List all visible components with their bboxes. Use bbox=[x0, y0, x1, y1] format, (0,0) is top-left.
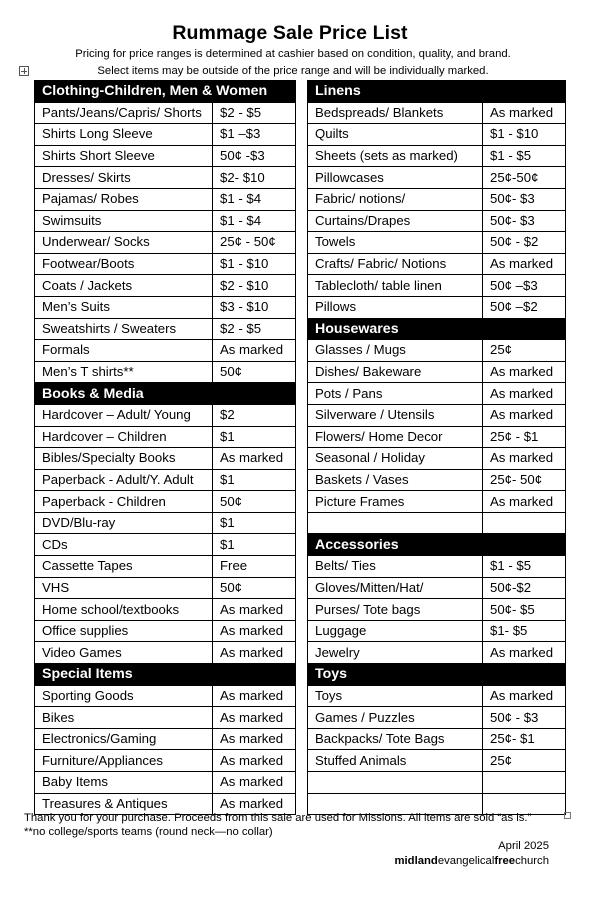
item-cell: Baskets / Vases bbox=[308, 469, 483, 491]
price-cell: 50¢- $3 bbox=[483, 210, 566, 232]
item-cell: Paperback - Children bbox=[35, 491, 213, 513]
item-cell: Tablecloth/ table linen bbox=[308, 275, 483, 297]
item-cell: Coats / Jackets bbox=[35, 275, 213, 297]
table-row bbox=[308, 404, 566, 426]
section-header-toys bbox=[308, 664, 566, 686]
price-cell: $2- $10 bbox=[213, 167, 296, 189]
item-cell: Formals bbox=[35, 340, 213, 362]
item-cell: VHS bbox=[35, 577, 213, 599]
table-row bbox=[308, 728, 566, 750]
item-cell: CDs bbox=[35, 534, 213, 556]
price-cell: $1 –$3 bbox=[213, 124, 296, 146]
price-cell: $1 - $5 bbox=[483, 145, 566, 167]
table-row bbox=[35, 685, 296, 707]
item-cell: Flowers/ Home Decor bbox=[308, 426, 483, 448]
section-header-books-and-media bbox=[35, 383, 296, 405]
table-row bbox=[35, 707, 296, 729]
table-row bbox=[308, 232, 566, 254]
item-cell: Glasses / Mugs bbox=[308, 340, 483, 362]
item-cell: Dishes/ Bakeware bbox=[308, 361, 483, 383]
price-cell: As marked bbox=[483, 685, 566, 707]
item-cell: Electronics/Gaming bbox=[35, 728, 213, 750]
section-heading: Toys bbox=[308, 664, 566, 686]
price-cell: As marked bbox=[483, 361, 566, 383]
table-row bbox=[308, 188, 566, 210]
table-row bbox=[308, 469, 566, 491]
section-heading: Books & Media bbox=[35, 383, 296, 405]
item-cell: Bibles/Specialty Books bbox=[35, 448, 213, 470]
price-cell: As marked bbox=[213, 599, 296, 621]
table-row bbox=[35, 577, 296, 599]
item-cell: Fabric/ notions/ bbox=[308, 188, 483, 210]
item-cell: Games / Puzzles bbox=[308, 707, 483, 729]
price-cell: 50¢ bbox=[213, 361, 296, 383]
item-cell: Office supplies bbox=[35, 620, 213, 642]
item-cell: Bedspreads/ Blankets bbox=[308, 102, 483, 124]
item-cell: Footwear/Boots bbox=[35, 253, 213, 275]
price-cell: As marked bbox=[213, 620, 296, 642]
table-row bbox=[35, 599, 296, 621]
price-cell: $1 - $5 bbox=[483, 556, 566, 578]
table-row bbox=[35, 167, 296, 189]
price-cell: 25¢- 50¢ bbox=[483, 469, 566, 491]
price-cell: $1 bbox=[213, 512, 296, 534]
table-row bbox=[35, 772, 296, 794]
item-cell: Luggage bbox=[308, 620, 483, 642]
table-row bbox=[35, 556, 296, 578]
item-cell: Sheets (sets as marked) bbox=[308, 145, 483, 167]
item-cell: Gloves/Mitten/Hat/ bbox=[308, 577, 483, 599]
table-row bbox=[308, 383, 566, 405]
price-cell: As marked bbox=[213, 340, 296, 362]
price-cell: $1 bbox=[213, 469, 296, 491]
item-cell: Purses/ Tote bags bbox=[308, 599, 483, 621]
table-row bbox=[35, 296, 296, 318]
table-row bbox=[35, 404, 296, 426]
section-header-clothing-children-men-and-women bbox=[35, 81, 296, 103]
price-cell: 50¢- $3 bbox=[483, 188, 566, 210]
brand-part-2: evangelical bbox=[437, 855, 495, 867]
item-cell bbox=[308, 772, 483, 794]
section-header-special-items bbox=[35, 664, 296, 686]
section-heading: Linens bbox=[308, 81, 566, 103]
table-row bbox=[308, 599, 566, 621]
price-cell: $2 - $10 bbox=[213, 275, 296, 297]
price-cell: 50¢ -$3 bbox=[213, 145, 296, 167]
tshirt-footnote: **no college/sports teams (round neck—no collar) bbox=[24, 826, 273, 838]
price-cell: $1 - $10 bbox=[483, 124, 566, 146]
price-cell: As marked bbox=[483, 383, 566, 405]
item-cell: DVD/Blu-ray bbox=[35, 512, 213, 534]
item-cell: Home school/textbooks bbox=[35, 599, 213, 621]
pricing-note: Pricing for price ranges is determined at cashier based on condition, quality, and brand. bbox=[75, 48, 511, 60]
price-cell: $2 - $5 bbox=[213, 102, 296, 124]
price-cell: 50¢ –$2 bbox=[483, 296, 566, 318]
table-row bbox=[308, 491, 566, 513]
item-cell: Treasures & Antiques bbox=[35, 793, 213, 815]
section-header-linens bbox=[308, 81, 566, 103]
table-row bbox=[35, 102, 296, 124]
item-cell: Belts/ Ties bbox=[308, 556, 483, 578]
price-cell: 50¢ bbox=[213, 577, 296, 599]
section-heading: Housewares bbox=[308, 318, 566, 340]
price-cell: As marked bbox=[483, 642, 566, 664]
item-cell: Sporting Goods bbox=[35, 685, 213, 707]
item-cell: Silverware / Utensils bbox=[308, 404, 483, 426]
price-cell: $1 bbox=[213, 426, 296, 448]
item-cell: Seasonal / Holiday bbox=[308, 448, 483, 470]
price-cell: As marked bbox=[483, 448, 566, 470]
price-cell bbox=[483, 512, 566, 534]
table-row bbox=[308, 210, 566, 232]
price-cell: $1 - $4 bbox=[213, 188, 296, 210]
table-row bbox=[308, 642, 566, 664]
price-cell: $1 - $10 bbox=[213, 253, 296, 275]
church-brand bbox=[395, 855, 550, 867]
price-cell: As marked bbox=[213, 728, 296, 750]
price-cell: As marked bbox=[213, 707, 296, 729]
table-row bbox=[308, 707, 566, 729]
paragraph-marker-icon bbox=[564, 812, 571, 819]
item-cell: Men’s Suits bbox=[35, 296, 213, 318]
table-row bbox=[35, 534, 296, 556]
item-cell: Pillowcases bbox=[308, 167, 483, 189]
table-row bbox=[35, 340, 296, 362]
price-cell: As marked bbox=[483, 404, 566, 426]
table-row bbox=[308, 620, 566, 642]
marking-note: Select items may be outside of the price range and will be individually marked. bbox=[97, 65, 489, 77]
item-cell: Shirts Short Sleeve bbox=[35, 145, 213, 167]
table-row bbox=[35, 232, 296, 254]
item-cell: Paperback - Adult/Y. Adult bbox=[35, 469, 213, 491]
page-title: Rummage Sale Price List bbox=[172, 22, 408, 44]
item-cell: Crafts/ Fabric/ Notions bbox=[308, 253, 483, 275]
price-cell: $1 bbox=[213, 534, 296, 556]
price-cell: $2 - $5 bbox=[213, 318, 296, 340]
price-cell: 50¢ bbox=[213, 491, 296, 513]
table-row bbox=[35, 124, 296, 146]
table-row bbox=[308, 512, 566, 534]
table-row bbox=[308, 124, 566, 146]
price-cell: As marked bbox=[213, 685, 296, 707]
item-cell: Backpacks/ Tote Bags bbox=[308, 728, 483, 750]
table-row bbox=[35, 469, 296, 491]
table-row bbox=[308, 556, 566, 578]
price-cell: As marked bbox=[213, 772, 296, 794]
price-cell: $1 - $4 bbox=[213, 210, 296, 232]
table-row bbox=[308, 361, 566, 383]
item-cell: Towels bbox=[308, 232, 483, 254]
price-cell: 50¢ - $2 bbox=[483, 232, 566, 254]
price-cell: As marked bbox=[483, 102, 566, 124]
price-cell: As marked bbox=[483, 491, 566, 513]
table-row bbox=[35, 448, 296, 470]
price-cell: 25¢ - $1 bbox=[483, 426, 566, 448]
price-cell: As marked bbox=[213, 750, 296, 772]
table-row bbox=[308, 102, 566, 124]
table-row bbox=[35, 361, 296, 383]
table-row bbox=[35, 728, 296, 750]
table-row bbox=[308, 577, 566, 599]
table-row bbox=[308, 685, 566, 707]
price-cell: $3 - $10 bbox=[213, 296, 296, 318]
item-cell bbox=[308, 512, 483, 534]
item-cell: Furniture/Appliances bbox=[35, 750, 213, 772]
item-cell: Baby Items bbox=[35, 772, 213, 794]
item-cell: Curtains/Drapes bbox=[308, 210, 483, 232]
item-cell: Jewelry bbox=[308, 642, 483, 664]
table-row bbox=[308, 750, 566, 772]
table-row bbox=[35, 318, 296, 340]
date-label: April 2025 bbox=[498, 840, 549, 852]
section-heading: Special Items bbox=[35, 664, 296, 686]
price-cell: $2 bbox=[213, 404, 296, 426]
item-cell: Stuffed Animals bbox=[308, 750, 483, 772]
item-cell: Hardcover – Adult/ Young bbox=[35, 404, 213, 426]
table-row bbox=[308, 167, 566, 189]
price-cell: 25¢ - 50¢ bbox=[213, 232, 296, 254]
item-cell: Picture Frames bbox=[308, 491, 483, 513]
table-row bbox=[35, 642, 296, 664]
item-cell: Swimsuits bbox=[35, 210, 213, 232]
price-cell: As marked bbox=[213, 448, 296, 470]
brand-part-4: church bbox=[515, 855, 549, 867]
table-row bbox=[308, 448, 566, 470]
section-heading: Clothing-Children, Men & Women bbox=[35, 81, 296, 103]
item-cell: Hardcover – Children bbox=[35, 426, 213, 448]
price-cell: 50¢-$2 bbox=[483, 577, 566, 599]
item-cell: Sweatshirts / Sweaters bbox=[35, 318, 213, 340]
price-cell: 25¢- $1 bbox=[483, 728, 566, 750]
table-row bbox=[308, 275, 566, 297]
item-cell: Pants/Jeans/Capris/ Shorts bbox=[35, 102, 213, 124]
item-cell: Pajamas/ Robes bbox=[35, 188, 213, 210]
price-cell: Free bbox=[213, 556, 296, 578]
price-cell: 25¢ bbox=[483, 750, 566, 772]
price-cell: 50¢ –$3 bbox=[483, 275, 566, 297]
item-cell: Dresses/ Skirts bbox=[35, 167, 213, 189]
table-row bbox=[308, 253, 566, 275]
table-row bbox=[308, 426, 566, 448]
table-row bbox=[308, 145, 566, 167]
item-cell: Bikes bbox=[35, 707, 213, 729]
section-header-accessories bbox=[308, 534, 566, 556]
section-heading: Accessories bbox=[308, 534, 566, 556]
table-row bbox=[35, 512, 296, 534]
table-row bbox=[308, 772, 566, 794]
right-price-table bbox=[307, 80, 566, 815]
brand-part-1: midland bbox=[394, 855, 438, 867]
price-cell: $1- $5 bbox=[483, 620, 566, 642]
price-cell: 50¢ - $3 bbox=[483, 707, 566, 729]
price-cell: 25¢ bbox=[483, 340, 566, 362]
brand-part-3: free bbox=[494, 855, 516, 867]
section-header-housewares bbox=[308, 318, 566, 340]
item-cell: Toys bbox=[308, 685, 483, 707]
item-cell: Quilts bbox=[308, 124, 483, 146]
table-row bbox=[35, 750, 296, 772]
price-cell: 25¢-50¢ bbox=[483, 167, 566, 189]
price-cell: As marked bbox=[483, 253, 566, 275]
item-cell: Shirts Long Sleeve bbox=[35, 124, 213, 146]
table-row bbox=[308, 296, 566, 318]
item-cell: Video Games bbox=[35, 642, 213, 664]
item-cell: Pots / Pans bbox=[308, 383, 483, 405]
item-cell: Underwear/ Socks bbox=[35, 232, 213, 254]
table-row bbox=[35, 253, 296, 275]
item-cell: Men’s T shirts** bbox=[35, 361, 213, 383]
table-row bbox=[35, 491, 296, 513]
price-cell: 50¢- $5 bbox=[483, 599, 566, 621]
table-row bbox=[35, 275, 296, 297]
item-cell: Pillows bbox=[308, 296, 483, 318]
item-cell: Cassette Tapes bbox=[35, 556, 213, 578]
price-cell bbox=[483, 772, 566, 794]
table-row bbox=[35, 210, 296, 232]
table-row bbox=[308, 340, 566, 362]
table-row bbox=[35, 145, 296, 167]
thank-you-note: Thank you for your purchase. Proceeds from this sale are used for Missions. All items are sold “as is.” bbox=[24, 812, 532, 824]
table-row bbox=[35, 188, 296, 210]
table-row bbox=[35, 620, 296, 642]
price-cell: As marked bbox=[213, 642, 296, 664]
left-price-table bbox=[34, 80, 296, 815]
price-cell: As marked bbox=[213, 793, 296, 815]
table-row bbox=[35, 426, 296, 448]
